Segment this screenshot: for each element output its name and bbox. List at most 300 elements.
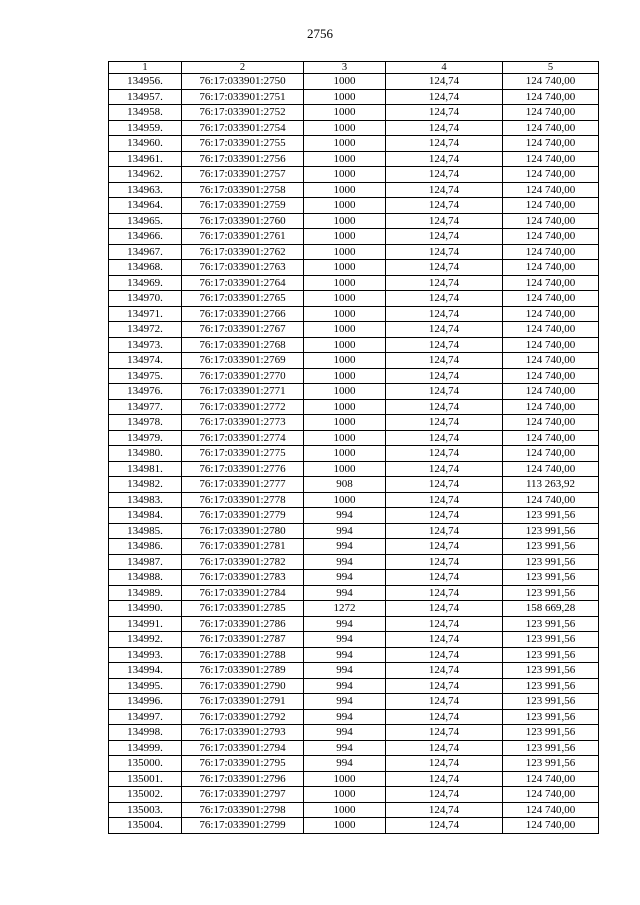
table-row bbox=[109, 647, 599, 663]
rate-cell: 124,74 bbox=[386, 616, 503, 632]
amount-cell: 124 740,00 bbox=[503, 198, 599, 214]
cadastral-number-cell: 76:17:033901:2785 bbox=[182, 601, 304, 617]
rate-cell: 124,74 bbox=[386, 725, 503, 741]
table-row bbox=[109, 136, 599, 152]
amount-cell: 124 740,00 bbox=[503, 337, 599, 353]
area-cell: 994 bbox=[304, 508, 386, 524]
amount-cell: 124 740,00 bbox=[503, 105, 599, 121]
cadastral-number-cell: 76:17:033901:2754 bbox=[182, 120, 304, 136]
row-number-cell: 134967. bbox=[109, 244, 182, 260]
area-cell: 1000 bbox=[304, 446, 386, 462]
cadastral-number-cell: 76:17:033901:2791 bbox=[182, 694, 304, 710]
amount-cell: 124 740,00 bbox=[503, 182, 599, 198]
cadastral-number-cell: 76:17:033901:2775 bbox=[182, 446, 304, 462]
area-cell: 994 bbox=[304, 616, 386, 632]
rate-cell: 124,74 bbox=[386, 756, 503, 772]
header-row bbox=[109, 62, 599, 74]
rate-cell: 124,74 bbox=[386, 802, 503, 818]
amount-cell: 123 991,56 bbox=[503, 725, 599, 741]
rate-cell: 124,74 bbox=[386, 182, 503, 198]
cadastral-number-cell: 76:17:033901:2793 bbox=[182, 725, 304, 741]
table-row bbox=[109, 446, 599, 462]
cadastral-number-cell: 76:17:033901:2752 bbox=[182, 105, 304, 121]
cadastral-number-cell: 76:17:033901:2750 bbox=[182, 74, 304, 90]
table-row bbox=[109, 632, 599, 648]
rate-cell: 124,74 bbox=[386, 337, 503, 353]
area-cell: 1272 bbox=[304, 601, 386, 617]
area-cell: 994 bbox=[304, 523, 386, 539]
rate-cell: 124,74 bbox=[386, 446, 503, 462]
area-cell: 1000 bbox=[304, 167, 386, 183]
amount-cell: 124 740,00 bbox=[503, 213, 599, 229]
rate-cell: 124,74 bbox=[386, 151, 503, 167]
table-row bbox=[109, 213, 599, 229]
row-number-cell: 134980. bbox=[109, 446, 182, 462]
area-cell: 994 bbox=[304, 554, 386, 570]
cadastral-number-cell: 76:17:033901:2759 bbox=[182, 198, 304, 214]
table-row bbox=[109, 678, 599, 694]
area-cell: 1000 bbox=[304, 244, 386, 260]
rate-cell: 124,74 bbox=[386, 260, 503, 276]
amount-cell: 113 263,92 bbox=[503, 477, 599, 493]
area-cell: 1000 bbox=[304, 105, 386, 121]
amount-cell: 158 669,28 bbox=[503, 601, 599, 617]
cadastral-number-cell: 76:17:033901:2779 bbox=[182, 508, 304, 524]
row-number-cell: 134990. bbox=[109, 601, 182, 617]
cadastral-number-cell: 76:17:033901:2772 bbox=[182, 399, 304, 415]
rate-cell: 124,74 bbox=[386, 508, 503, 524]
row-number-cell: 134962. bbox=[109, 167, 182, 183]
rate-cell: 124,74 bbox=[386, 523, 503, 539]
cadastral-number-cell: 76:17:033901:2777 bbox=[182, 477, 304, 493]
rate-cell: 124,74 bbox=[386, 694, 503, 710]
row-number-cell: 134957. bbox=[109, 89, 182, 105]
row-number-cell: 134960. bbox=[109, 136, 182, 152]
area-cell: 1000 bbox=[304, 229, 386, 245]
table-row bbox=[109, 306, 599, 322]
row-number-cell: 134973. bbox=[109, 337, 182, 353]
rate-cell: 124,74 bbox=[386, 353, 503, 369]
cadastral-number-cell: 76:17:033901:2799 bbox=[182, 818, 304, 834]
row-number-cell: 134963. bbox=[109, 182, 182, 198]
rate-cell: 124,74 bbox=[386, 244, 503, 260]
area-cell: 1000 bbox=[304, 399, 386, 415]
amount-cell: 124 740,00 bbox=[503, 430, 599, 446]
column-header-5: 5 bbox=[503, 62, 599, 74]
amount-cell: 123 991,56 bbox=[503, 756, 599, 772]
amount-cell: 124 740,00 bbox=[503, 446, 599, 462]
cadastral-number-cell: 76:17:033901:2769 bbox=[182, 353, 304, 369]
cadastral-number-cell: 76:17:033901:2789 bbox=[182, 663, 304, 679]
row-number-cell: 135000. bbox=[109, 756, 182, 772]
rate-cell: 124,74 bbox=[386, 647, 503, 663]
row-number-cell: 134968. bbox=[109, 260, 182, 276]
rate-cell: 124,74 bbox=[386, 678, 503, 694]
table-row bbox=[109, 322, 599, 338]
amount-cell: 124 740,00 bbox=[503, 229, 599, 245]
row-number-cell: 134958. bbox=[109, 105, 182, 121]
area-cell: 1000 bbox=[304, 275, 386, 291]
area-cell: 994 bbox=[304, 570, 386, 586]
cadastral-number-cell: 76:17:033901:2784 bbox=[182, 585, 304, 601]
area-cell: 994 bbox=[304, 632, 386, 648]
row-number-cell: 134956. bbox=[109, 74, 182, 90]
rate-cell: 124,74 bbox=[386, 771, 503, 787]
amount-cell: 124 740,00 bbox=[503, 291, 599, 307]
cadastral-number-cell: 76:17:033901:2786 bbox=[182, 616, 304, 632]
table-row bbox=[109, 477, 599, 493]
amount-cell: 123 991,56 bbox=[503, 647, 599, 663]
row-number-cell: 134974. bbox=[109, 353, 182, 369]
row-number-cell: 134981. bbox=[109, 461, 182, 477]
row-number-cell: 134989. bbox=[109, 585, 182, 601]
area-cell: 994 bbox=[304, 709, 386, 725]
table-row bbox=[109, 539, 599, 555]
area-cell: 994 bbox=[304, 678, 386, 694]
area-cell: 1000 bbox=[304, 368, 386, 384]
rate-cell: 124,74 bbox=[386, 74, 503, 90]
amount-cell: 124 740,00 bbox=[503, 818, 599, 834]
table-row bbox=[109, 151, 599, 167]
amount-cell: 123 991,56 bbox=[503, 585, 599, 601]
area-cell: 1000 bbox=[304, 306, 386, 322]
area-cell: 994 bbox=[304, 740, 386, 756]
row-number-cell: 134975. bbox=[109, 368, 182, 384]
area-cell: 1000 bbox=[304, 260, 386, 276]
amount-cell: 123 991,56 bbox=[503, 709, 599, 725]
table-row bbox=[109, 415, 599, 431]
rate-cell: 124,74 bbox=[386, 322, 503, 338]
amount-cell: 123 991,56 bbox=[503, 678, 599, 694]
rate-cell: 124,74 bbox=[386, 198, 503, 214]
table-body bbox=[109, 74, 599, 834]
cadastral-number-cell: 76:17:033901:2758 bbox=[182, 182, 304, 198]
rate-cell: 124,74 bbox=[386, 632, 503, 648]
area-cell: 1000 bbox=[304, 787, 386, 803]
cadastral-number-cell: 76:17:033901:2796 bbox=[182, 771, 304, 787]
row-number-cell: 134986. bbox=[109, 539, 182, 555]
column-header-4: 4 bbox=[386, 62, 503, 74]
amount-cell: 124 740,00 bbox=[503, 415, 599, 431]
row-number-cell: 134987. bbox=[109, 554, 182, 570]
table-row bbox=[109, 368, 599, 384]
area-cell: 1000 bbox=[304, 182, 386, 198]
amount-cell: 124 740,00 bbox=[503, 151, 599, 167]
row-number-cell: 134971. bbox=[109, 306, 182, 322]
row-number-cell: 134984. bbox=[109, 508, 182, 524]
rate-cell: 124,74 bbox=[386, 492, 503, 508]
amount-cell: 123 991,56 bbox=[503, 570, 599, 586]
page-number: 2756 bbox=[307, 26, 333, 41]
cadastral-number-cell: 76:17:033901:2770 bbox=[182, 368, 304, 384]
table-header bbox=[109, 62, 599, 74]
rate-cell: 124,74 bbox=[386, 477, 503, 493]
row-number-cell: 134997. bbox=[109, 709, 182, 725]
table-row bbox=[109, 725, 599, 741]
rate-cell: 124,74 bbox=[386, 384, 503, 400]
row-number-cell: 134991. bbox=[109, 616, 182, 632]
cadastral-number-cell: 76:17:033901:2788 bbox=[182, 647, 304, 663]
amount-cell: 124 740,00 bbox=[503, 399, 599, 415]
area-cell: 1000 bbox=[304, 492, 386, 508]
rate-cell: 124,74 bbox=[386, 306, 503, 322]
row-number-cell: 135004. bbox=[109, 818, 182, 834]
rate-cell: 124,74 bbox=[386, 291, 503, 307]
row-number-cell: 134959. bbox=[109, 120, 182, 136]
amount-cell: 124 740,00 bbox=[503, 136, 599, 152]
cadastral-number-cell: 76:17:033901:2757 bbox=[182, 167, 304, 183]
cadastral-number-cell: 76:17:033901:2797 bbox=[182, 787, 304, 803]
table-row bbox=[109, 105, 599, 121]
row-number-cell: 134964. bbox=[109, 198, 182, 214]
amount-cell: 124 740,00 bbox=[503, 275, 599, 291]
cadastral-number-cell: 76:17:033901:2783 bbox=[182, 570, 304, 586]
amount-cell: 123 991,56 bbox=[503, 539, 599, 555]
amount-cell: 123 991,56 bbox=[503, 663, 599, 679]
table-row bbox=[109, 740, 599, 756]
amount-cell: 124 740,00 bbox=[503, 167, 599, 183]
row-number-cell: 134970. bbox=[109, 291, 182, 307]
cadastral-number-cell: 76:17:033901:2756 bbox=[182, 151, 304, 167]
area-cell: 994 bbox=[304, 694, 386, 710]
area-cell: 1000 bbox=[304, 198, 386, 214]
cadastral-number-cell: 76:17:033901:2767 bbox=[182, 322, 304, 338]
rate-cell: 124,74 bbox=[386, 136, 503, 152]
cadastral-number-cell: 76:17:033901:2782 bbox=[182, 554, 304, 570]
rate-cell: 124,74 bbox=[386, 275, 503, 291]
table-row bbox=[109, 570, 599, 586]
cadastral-number-cell: 76:17:033901:2773 bbox=[182, 415, 304, 431]
area-cell: 1000 bbox=[304, 818, 386, 834]
amount-cell: 123 991,56 bbox=[503, 694, 599, 710]
row-number-cell: 134983. bbox=[109, 492, 182, 508]
cadastral-number-cell: 76:17:033901:2795 bbox=[182, 756, 304, 772]
table-row bbox=[109, 275, 599, 291]
rate-cell: 124,74 bbox=[386, 818, 503, 834]
amount-cell: 124 740,00 bbox=[503, 322, 599, 338]
cadastral-number-cell: 76:17:033901:2787 bbox=[182, 632, 304, 648]
amount-cell: 124 740,00 bbox=[503, 802, 599, 818]
table-row bbox=[109, 694, 599, 710]
table-row bbox=[109, 554, 599, 570]
cadastral-number-cell: 76:17:033901:2762 bbox=[182, 244, 304, 260]
rate-cell: 124,74 bbox=[386, 539, 503, 555]
table-row bbox=[109, 291, 599, 307]
rate-cell: 124,74 bbox=[386, 213, 503, 229]
amount-cell: 124 740,00 bbox=[503, 89, 599, 105]
table-row bbox=[109, 461, 599, 477]
row-number-cell: 134998. bbox=[109, 725, 182, 741]
amount-cell: 124 740,00 bbox=[503, 306, 599, 322]
area-cell: 1000 bbox=[304, 802, 386, 818]
table-row bbox=[109, 74, 599, 90]
row-number-cell: 134978. bbox=[109, 415, 182, 431]
rate-cell: 124,74 bbox=[386, 229, 503, 245]
cadastral-number-cell: 76:17:033901:2751 bbox=[182, 89, 304, 105]
cadastral-number-cell: 76:17:033901:2760 bbox=[182, 213, 304, 229]
amount-cell: 124 740,00 bbox=[503, 74, 599, 90]
cadastral-number-cell: 76:17:033901:2768 bbox=[182, 337, 304, 353]
rate-cell: 124,74 bbox=[386, 787, 503, 803]
area-cell: 1000 bbox=[304, 136, 386, 152]
area-cell: 1000 bbox=[304, 771, 386, 787]
cadastral-number-cell: 76:17:033901:2761 bbox=[182, 229, 304, 245]
amount-cell: 124 740,00 bbox=[503, 368, 599, 384]
area-cell: 1000 bbox=[304, 384, 386, 400]
row-number-cell: 134976. bbox=[109, 384, 182, 400]
area-cell: 1000 bbox=[304, 213, 386, 229]
row-number-cell: 134982. bbox=[109, 477, 182, 493]
area-cell: 1000 bbox=[304, 151, 386, 167]
table-row bbox=[109, 492, 599, 508]
table-row bbox=[109, 198, 599, 214]
amount-cell: 124 740,00 bbox=[503, 353, 599, 369]
area-cell: 994 bbox=[304, 647, 386, 663]
rate-cell: 124,74 bbox=[386, 89, 503, 105]
row-number-cell: 134993. bbox=[109, 647, 182, 663]
rate-cell: 124,74 bbox=[386, 740, 503, 756]
table-row bbox=[109, 756, 599, 772]
row-number-cell: 134995. bbox=[109, 678, 182, 694]
column-header-1: 1 bbox=[109, 62, 182, 74]
row-number-cell: 134972. bbox=[109, 322, 182, 338]
rate-cell: 124,74 bbox=[386, 430, 503, 446]
rate-cell: 124,74 bbox=[386, 105, 503, 121]
area-cell: 1000 bbox=[304, 430, 386, 446]
cadastral-number-cell: 76:17:033901:2778 bbox=[182, 492, 304, 508]
row-number-cell: 134966. bbox=[109, 229, 182, 245]
row-number-cell: 135003. bbox=[109, 802, 182, 818]
row-number-cell: 134996. bbox=[109, 694, 182, 710]
row-number-cell: 134988. bbox=[109, 570, 182, 586]
table-row bbox=[109, 802, 599, 818]
cadastral-number-cell: 76:17:033901:2763 bbox=[182, 260, 304, 276]
table-row bbox=[109, 616, 599, 632]
table-row bbox=[109, 167, 599, 183]
table-row bbox=[109, 260, 599, 276]
cadastral-number-cell: 76:17:033901:2764 bbox=[182, 275, 304, 291]
column-header-2: 2 bbox=[182, 62, 304, 74]
cadastral-number-cell: 76:17:033901:2755 bbox=[182, 136, 304, 152]
row-number-cell: 135001. bbox=[109, 771, 182, 787]
cadastral-number-cell: 76:17:033901:2771 bbox=[182, 384, 304, 400]
row-number-cell: 135002. bbox=[109, 787, 182, 803]
cadastral-number-cell: 76:17:033901:2780 bbox=[182, 523, 304, 539]
area-cell: 1000 bbox=[304, 291, 386, 307]
amount-cell: 123 991,56 bbox=[503, 523, 599, 539]
area-cell: 994 bbox=[304, 539, 386, 555]
cadastral-number-cell: 76:17:033901:2798 bbox=[182, 802, 304, 818]
amount-cell: 123 991,56 bbox=[503, 554, 599, 570]
row-number-cell: 134994. bbox=[109, 663, 182, 679]
row-number-cell: 134985. bbox=[109, 523, 182, 539]
row-number-cell: 134977. bbox=[109, 399, 182, 415]
row-number-cell: 134965. bbox=[109, 213, 182, 229]
table-row bbox=[109, 384, 599, 400]
table-row bbox=[109, 523, 599, 539]
data-table bbox=[108, 61, 599, 834]
rate-cell: 124,74 bbox=[386, 585, 503, 601]
amount-cell: 124 740,00 bbox=[503, 244, 599, 260]
table-row bbox=[109, 771, 599, 787]
area-cell: 1000 bbox=[304, 120, 386, 136]
area-cell: 994 bbox=[304, 663, 386, 679]
rate-cell: 124,74 bbox=[386, 570, 503, 586]
cadastral-number-cell: 76:17:033901:2765 bbox=[182, 291, 304, 307]
table-row bbox=[109, 182, 599, 198]
cadastral-number-cell: 76:17:033901:2774 bbox=[182, 430, 304, 446]
table-row bbox=[109, 229, 599, 245]
area-cell: 1000 bbox=[304, 353, 386, 369]
area-cell: 1000 bbox=[304, 415, 386, 431]
amount-cell: 124 740,00 bbox=[503, 492, 599, 508]
amount-cell: 124 740,00 bbox=[503, 384, 599, 400]
cadastral-number-cell: 76:17:033901:2792 bbox=[182, 709, 304, 725]
area-cell: 1000 bbox=[304, 461, 386, 477]
table-row bbox=[109, 430, 599, 446]
amount-cell: 124 740,00 bbox=[503, 787, 599, 803]
area-cell: 1000 bbox=[304, 337, 386, 353]
area-cell: 1000 bbox=[304, 322, 386, 338]
amount-cell: 123 991,56 bbox=[503, 616, 599, 632]
area-cell: 1000 bbox=[304, 89, 386, 105]
table-row bbox=[109, 818, 599, 834]
table-row bbox=[109, 399, 599, 415]
column-header-3: 3 bbox=[304, 62, 386, 74]
area-cell: 994 bbox=[304, 725, 386, 741]
table-row bbox=[109, 337, 599, 353]
table-row bbox=[109, 89, 599, 105]
amount-cell: 124 740,00 bbox=[503, 461, 599, 477]
rate-cell: 124,74 bbox=[386, 709, 503, 725]
amount-cell: 124 740,00 bbox=[503, 120, 599, 136]
row-number-cell: 134999. bbox=[109, 740, 182, 756]
area-cell: 994 bbox=[304, 585, 386, 601]
row-number-cell: 134969. bbox=[109, 275, 182, 291]
cadastral-number-cell: 76:17:033901:2790 bbox=[182, 678, 304, 694]
rate-cell: 124,74 bbox=[386, 368, 503, 384]
cadastral-number-cell: 76:17:033901:2794 bbox=[182, 740, 304, 756]
table-row bbox=[109, 353, 599, 369]
rate-cell: 124,74 bbox=[386, 415, 503, 431]
amount-cell: 123 991,56 bbox=[503, 740, 599, 756]
rate-cell: 124,74 bbox=[386, 554, 503, 570]
cadastral-number-cell: 76:17:033901:2776 bbox=[182, 461, 304, 477]
row-number-cell: 134979. bbox=[109, 430, 182, 446]
cadastral-number-cell: 76:17:033901:2781 bbox=[182, 539, 304, 555]
table-row bbox=[109, 663, 599, 679]
table-row bbox=[109, 244, 599, 260]
rate-cell: 124,74 bbox=[386, 601, 503, 617]
area-cell: 908 bbox=[304, 477, 386, 493]
rate-cell: 124,74 bbox=[386, 399, 503, 415]
table-row bbox=[109, 120, 599, 136]
rate-cell: 124,74 bbox=[386, 120, 503, 136]
amount-cell: 123 991,56 bbox=[503, 508, 599, 524]
row-number-cell: 134992. bbox=[109, 632, 182, 648]
rate-cell: 124,74 bbox=[386, 461, 503, 477]
rate-cell: 124,74 bbox=[386, 167, 503, 183]
rate-cell: 124,74 bbox=[386, 663, 503, 679]
table-row bbox=[109, 787, 599, 803]
amount-cell: 124 740,00 bbox=[503, 260, 599, 276]
row-number-cell: 134961. bbox=[109, 151, 182, 167]
area-cell: 994 bbox=[304, 756, 386, 772]
cadastral-number-cell: 76:17:033901:2766 bbox=[182, 306, 304, 322]
table-row bbox=[109, 508, 599, 524]
table-row bbox=[109, 709, 599, 725]
area-cell: 1000 bbox=[304, 74, 386, 90]
